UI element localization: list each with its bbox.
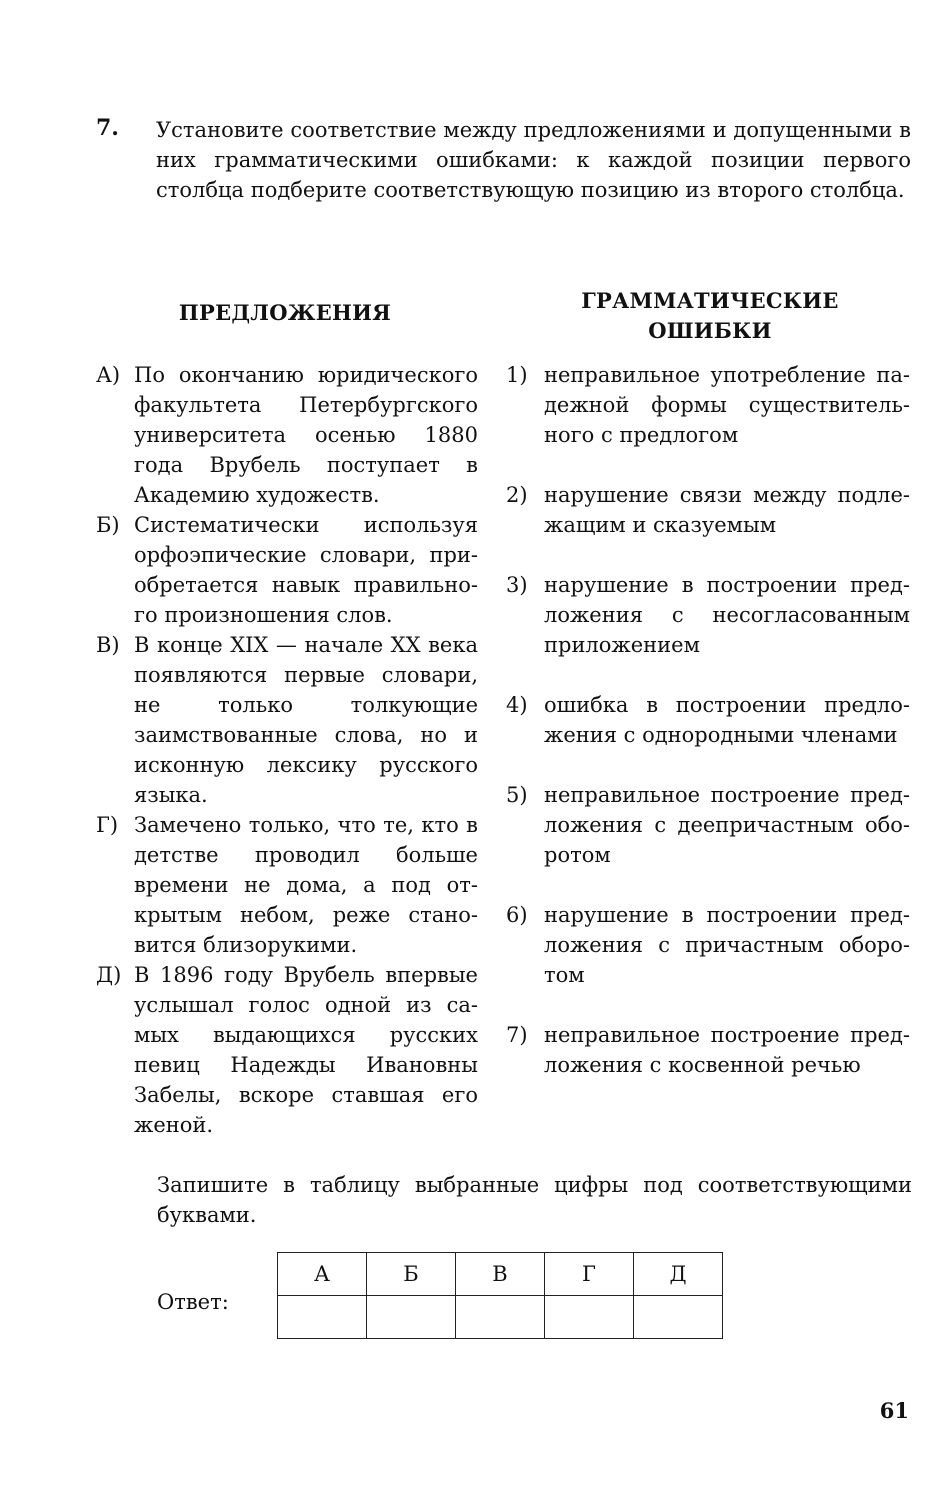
error-item-3	[506, 570, 910, 660]
sentence-marker: В)	[96, 633, 120, 657]
error-text: неправильное употребление падежной формы существительного с предлогом	[544, 363, 910, 447]
answer-cell-g[interactable]	[545, 1296, 634, 1339]
error-marker: 3)	[506, 573, 528, 597]
error-text: нарушение в построении предложения с несогласованным приложением	[544, 573, 910, 657]
sentence-text: Замечено только, что те, кто в детстве проводил больше времени не дома, а под открытым небом, реже становится близорукими.	[134, 813, 478, 957]
answer-header-row	[278, 1253, 723, 1296]
answer-cell-d[interactable]	[634, 1296, 723, 1339]
sentence-text: По окончанию юридического факультета Петербургского университета осенью 1880 года Врубель поступает в Академию художеств.	[134, 363, 478, 507]
sentence-item-d	[96, 960, 478, 1140]
error-marker: 2)	[506, 483, 528, 507]
answer-cell-v[interactable]	[456, 1296, 545, 1339]
answer-label: Ответ:	[157, 1290, 229, 1314]
error-item-2	[506, 480, 910, 540]
sentences-list	[96, 360, 478, 1140]
sentence-item-g	[96, 810, 478, 960]
sentence-text: В 1896 году Врубель впервые услышал голос одной из самых выдающихся русских певиц Надежды Ивановны Забелы, вскоре ставшая его женой.	[134, 963, 478, 1137]
task-number: 7.	[96, 115, 119, 141]
answer-instruction: Запишите в таблицу выбранные цифры под соответствующими буквами.	[157, 1173, 912, 1227]
sentence-text: В конце XIX — начале XX века появляются первые словари, не только толкующие заимствованные слова, но и исконную лексику русского языка.	[134, 633, 478, 807]
error-item-5	[506, 780, 910, 870]
sentence-item-v	[96, 630, 478, 810]
sentence-text: Систематически используя орфоэпические словари, приобретается навык правильного произношения слов.	[134, 513, 478, 627]
error-text: нарушение в построении предложения с причастным оборотом	[544, 903, 910, 987]
error-marker: 7)	[506, 1023, 528, 1047]
answer-input-row	[278, 1296, 723, 1339]
error-marker: 4)	[506, 693, 528, 717]
page-number: 61	[879, 1398, 909, 1423]
answer-cell-b[interactable]	[367, 1296, 456, 1339]
task-text: Установите соответствие между предложениями и допущенными в них грамматическими ошибками: к каждой позиции первого столбца подберите соответствующую позицию из второго столбца.	[156, 118, 911, 202]
answer-header-a: А	[278, 1253, 367, 1296]
sentence-item-b	[96, 510, 478, 630]
error-text: неправильное построение предложения с деепричастным оборотом	[544, 783, 910, 867]
error-marker: 1)	[506, 363, 528, 387]
answer-header-d: Д	[634, 1253, 723, 1296]
errors-column-title: ГРАММАТИЧЕСКИЕ ОШИБКИ	[581, 288, 839, 343]
sentence-item-a	[96, 360, 478, 510]
answer-header-b: Б	[367, 1253, 456, 1296]
sentence-marker: Б)	[96, 513, 120, 537]
error-marker: 5)	[506, 783, 528, 807]
errors-list	[506, 360, 910, 1110]
sentence-marker: А)	[96, 363, 121, 387]
error-text: нарушение связи между подлежащим и сказуемым	[544, 483, 910, 537]
error-item-4	[506, 690, 910, 750]
answer-cell-a[interactable]	[278, 1296, 367, 1339]
error-marker: 6)	[506, 903, 528, 927]
answer-header-g: Г	[545, 1253, 634, 1296]
error-text: ошибка в построении предложения с однородными членами	[544, 693, 910, 747]
sentence-marker: Г)	[96, 813, 119, 837]
error-item-6	[506, 900, 910, 990]
error-item-7	[506, 1020, 910, 1080]
sentences-column-title: ПРЕДЛОЖЕНИЯ	[178, 300, 392, 325]
error-item-1	[506, 360, 910, 450]
answer-header-v: В	[456, 1253, 545, 1296]
answer-table	[277, 1252, 723, 1339]
sentence-marker: Д)	[96, 963, 122, 987]
error-text: неправильное построение предложения с косвенной речью	[544, 1023, 910, 1077]
